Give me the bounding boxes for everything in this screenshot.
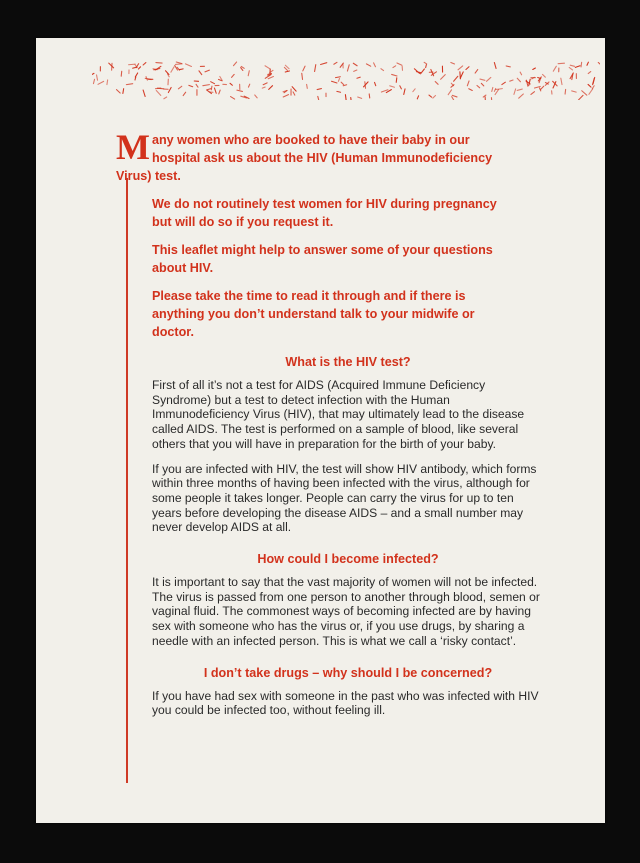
confetti-dash (214, 88, 216, 93)
confetti-dash (176, 62, 181, 63)
confetti-dash (424, 62, 427, 64)
leaflet-page (36, 38, 605, 823)
confetti-dash (435, 82, 438, 85)
confetti-dash (156, 91, 160, 96)
confetti-dash (569, 67, 572, 70)
confetti-dash (302, 73, 303, 79)
confetti-dash (178, 86, 181, 88)
confetti-dash (421, 69, 425, 74)
intro-paragraph-1 (116, 127, 516, 185)
confetti-dash (466, 67, 469, 70)
confetti-dash (179, 69, 183, 70)
confetti-dash (334, 62, 337, 64)
confetti-dash (241, 68, 243, 71)
confetti-dash (138, 67, 140, 69)
confetti-dash (248, 84, 249, 87)
confetti-dash (199, 71, 202, 75)
confetti-dash (494, 88, 495, 91)
confetti-dash (561, 78, 562, 84)
confetti-dash (592, 86, 594, 89)
confetti-dash (196, 84, 198, 87)
confetti-dash (203, 85, 209, 86)
confetti-dash (553, 66, 556, 71)
confetti-dash (531, 92, 535, 95)
confetti-dash (588, 72, 591, 74)
confetti-dash (341, 82, 343, 84)
confetti-dash (357, 77, 360, 78)
intro-paragraph-3: This leaflet might help to answer some of your questions about HIV. (152, 243, 493, 275)
confetti-dash (392, 74, 397, 76)
confetti-dash (381, 69, 384, 71)
confetti-dash (205, 70, 209, 72)
confetti-dash (581, 62, 582, 67)
confetti-dash (317, 89, 321, 90)
confetti-dash (588, 84, 591, 87)
confetti-dash (168, 87, 171, 92)
confetti-dash (155, 88, 160, 89)
confetti-dash (541, 86, 544, 89)
confetti-dash (332, 81, 337, 83)
confetti-dash (375, 82, 376, 85)
confetti-dash (589, 89, 593, 94)
confetti-dash (145, 78, 151, 79)
confetti-dash (495, 89, 499, 94)
confetti-dash (284, 67, 287, 70)
confetti-dash (598, 63, 600, 65)
section-paragraph: If you are infected with HIV, the test will show HIV antibody, which forms within three months of having been infected with the virus, although for some people it takes longer. People can carry the virus for up to ten years before developing the disease AIDS – and a small number may never develop AIDS at all. (152, 461, 537, 535)
intro-paragraph-2: We do not routinely test women for HIV during pregnancy but will do so if you request it. (152, 197, 497, 229)
confetti-dash (292, 87, 296, 91)
confetti-dash (369, 94, 370, 98)
confetti-dash (92, 73, 94, 75)
confetti-dash (231, 97, 235, 100)
confetti-dash (578, 95, 583, 100)
confetti-dash (396, 78, 397, 82)
confetti-dash (126, 84, 132, 85)
section-paragraph: If you have had sex with someone in the past who was infected with HIV you could be infected too, without feeling ill. (152, 688, 539, 718)
confetti-dash (307, 84, 308, 88)
confetti-dash (494, 63, 496, 69)
drop-cap: M (116, 127, 150, 167)
confetti-dash (502, 82, 505, 84)
confetti-dash (135, 77, 136, 80)
confetti-dash (121, 71, 122, 76)
confetti-dash (480, 79, 485, 80)
confetti-dash (117, 90, 121, 93)
confetti-dash (338, 79, 339, 82)
confetti-dash (263, 83, 267, 85)
confetti-dash (189, 85, 193, 86)
confetti-dash (393, 66, 396, 68)
confetti-dash (233, 62, 236, 66)
confetti-dash (587, 62, 588, 65)
section-heading-infection: How could I become infected? (257, 552, 439, 567)
confetti-dash (390, 86, 395, 87)
confetti-dash (98, 81, 104, 84)
confetti-dash (404, 89, 405, 94)
confetti-dash (510, 80, 513, 81)
confetti-dash (318, 96, 319, 100)
confetti-dash (414, 69, 419, 74)
confetti-dash (452, 95, 457, 97)
confetti-dash (582, 91, 587, 95)
confetti-dash (467, 81, 469, 86)
confetti-dash (358, 97, 362, 98)
intro-block (116, 127, 516, 351)
confetti-dash (481, 83, 483, 86)
confetti-dash (143, 63, 146, 65)
confetti-dash (230, 83, 232, 85)
confetti-dash (262, 87, 265, 88)
confetti-dash (269, 86, 273, 90)
confetti-dash (211, 82, 215, 84)
section-heading-drugs: I don’t take drugs – why should I be concerned? (203, 665, 493, 680)
confetti-dash (185, 64, 191, 67)
confetti-dash (211, 86, 212, 90)
section-paragraph: It is important to say that the vast majority of women will not be infected. The virus is passed from one person to another through blood, semen or vaginal fluid. The commonest ways of becoming infected are by having sex with someone who has the virus or, if you use drugs, by sharing a needle with an infected person. This is what we call a ‘risky contact’. (152, 575, 540, 648)
confetti-dash (107, 80, 108, 85)
confetti-dash (255, 95, 257, 98)
confetti-dash (400, 86, 402, 89)
confetti-dash (413, 89, 415, 92)
confetti-dash (492, 87, 493, 91)
confetti-dash (506, 66, 510, 67)
intro-paragraph-4: Please take the time to read it through and if there is anything you don’t understand talk to your midwife or doctor. (152, 289, 475, 339)
confetti-dash (135, 73, 137, 77)
confetti-dash (219, 90, 220, 94)
confetti-dash (570, 65, 574, 66)
confetti-dash (129, 64, 135, 65)
confetti-dash (293, 92, 295, 95)
confetti-dash (354, 70, 357, 71)
confetti-dash (517, 78, 520, 82)
confetti-dash (533, 68, 536, 69)
confetti-dash (441, 75, 446, 80)
confetti-dash (347, 65, 349, 71)
confetti-dash (374, 63, 376, 67)
confetti-dash (397, 63, 402, 65)
confetti-dash (232, 74, 235, 77)
confetti-dash (417, 96, 418, 99)
confetti-dash (337, 91, 341, 92)
section-paragraph: First of all it’s not a test for AIDS (Acquired Immune Deficiency Syndrome) but a test to detect infection with the Human Immunodeficiency Virus (HIV), that may ultimately lead to the disease called AIDS. The test is performed on a sample of blood, like several others that you will have in preparation for the birth of your baby. (152, 378, 525, 451)
confetti-dash (553, 81, 557, 86)
section-heading-hiv-test: What is the HIV test? (285, 355, 411, 369)
confetti-dash (248, 71, 249, 76)
confetti-dash (565, 89, 566, 94)
confetti-dash (448, 90, 451, 95)
confetti-dash (237, 90, 242, 91)
confetti-dash (426, 65, 427, 68)
confetti-dash (268, 77, 273, 79)
confetti-dash (514, 89, 516, 94)
confetti-dash (458, 66, 463, 70)
confetti-dash (93, 79, 94, 83)
body-text (152, 354, 544, 728)
confetti-dash (452, 97, 455, 100)
confetti-dash (345, 95, 346, 100)
confetti-dash (321, 63, 327, 65)
confetti-dash (303, 66, 305, 71)
confetti-dash (477, 86, 480, 88)
confetti-dash (183, 92, 185, 95)
confetti-dash (517, 89, 522, 90)
confetti-dash (366, 64, 370, 66)
confetti-dash (109, 63, 114, 68)
confetti-dash (469, 89, 472, 91)
confetti-dash (123, 89, 124, 94)
confetti-dash (283, 95, 288, 97)
confetti-dash (97, 75, 98, 80)
confetti-dash (475, 70, 478, 74)
confetti-dash (285, 71, 289, 72)
confetti-dash (575, 66, 580, 68)
confetti-dash (336, 77, 341, 78)
intro-paragraph-1-text: any women who are booked to have their baby in our hospital ask us about the HIV (Human Immunodeficiency Virus) test. (116, 133, 493, 183)
confetti-dash (572, 91, 576, 92)
confetti-dash (519, 94, 524, 98)
confetti-dash (558, 63, 564, 64)
confetti-dash (451, 83, 453, 85)
confetti-decoration (92, 60, 600, 100)
confetti-dash (164, 97, 167, 99)
confetti-dash (265, 66, 270, 69)
confetti-dash (433, 95, 436, 98)
confetti-dash (207, 89, 211, 90)
confetti-dash (171, 67, 174, 72)
confetti-dash (460, 72, 463, 78)
confetti-dash (451, 62, 455, 63)
confetti-dash (429, 95, 432, 97)
confetti-dash (496, 89, 503, 90)
confetti-dash (454, 76, 458, 81)
confetti-dash (315, 65, 316, 72)
confetti-dash (520, 72, 521, 75)
confetti-dash (353, 63, 357, 65)
confetti-dash (487, 77, 491, 81)
confetti-dash (542, 74, 545, 77)
confetti-dash (143, 90, 145, 96)
